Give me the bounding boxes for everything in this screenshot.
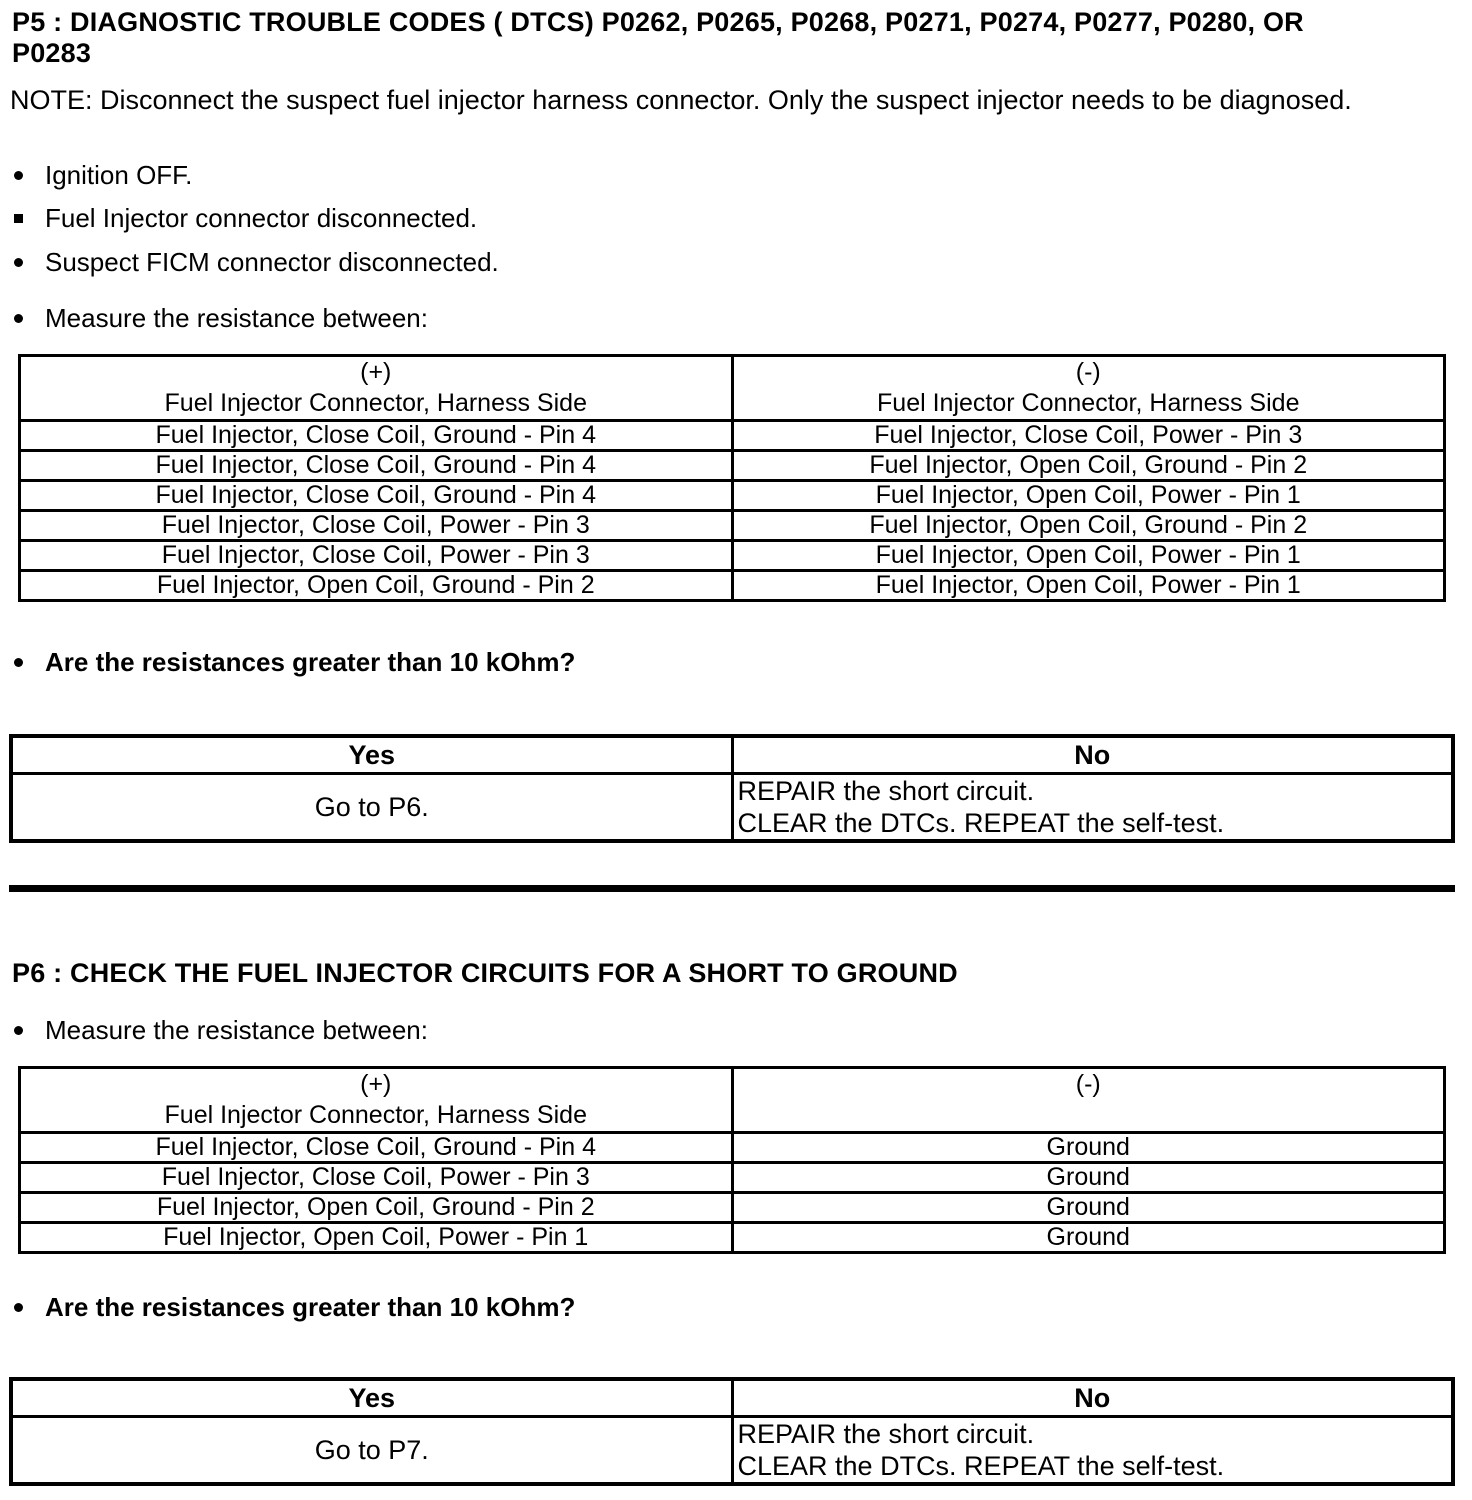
p5-measure-instruction: Measure the resistance between:: [10, 303, 428, 333]
table-row: [20, 541, 1445, 571]
plus-cell: Fuel Injector, Close Coil, Power - Pin 3: [20, 511, 733, 541]
minus-cell: Fuel Injector, Open Coil, Power - Pin 1: [732, 481, 1445, 511]
bullet-icon: [14, 314, 23, 323]
table-row: [20, 571, 1445, 601]
decision-row: [11, 1417, 1453, 1485]
yes-action: Go to P6.: [11, 774, 732, 842]
table-header-row: [20, 356, 1445, 421]
p5-measurement-table: [18, 354, 1446, 602]
p5-condition-ignition: Ignition OFF.: [10, 160, 192, 190]
table-row: [20, 1163, 1445, 1193]
yes-action: Go to P7.: [11, 1417, 732, 1485]
table-row: [20, 1223, 1445, 1253]
plus-cell: Fuel Injector, Close Coil, Ground - Pin 4: [20, 421, 733, 451]
plus-column-header: (+) Fuel Injector Connector, Harness Side: [20, 356, 733, 421]
bullet-icon: [14, 658, 23, 667]
plus-cell: Fuel Injector, Close Coil, Ground - Pin 4: [20, 481, 733, 511]
minus-cell: Fuel Injector, Open Coil, Ground - Pin 2: [732, 511, 1445, 541]
decision-header-row: [11, 736, 1453, 774]
minus-cell: Ground: [732, 1163, 1445, 1193]
p5-decision-table: [9, 734, 1455, 843]
table-row: [20, 1133, 1445, 1163]
p6-measurement-table: [18, 1066, 1446, 1254]
plus-column-header: (+) Fuel Injector Connector, Harness Side: [20, 1068, 733, 1133]
minus-cell: Fuel Injector, Open Coil, Ground - Pin 2: [732, 451, 1445, 481]
table-row: [20, 421, 1445, 451]
no-header: No: [732, 1379, 1453, 1417]
minus-cell: Ground: [732, 1223, 1445, 1253]
bullet-icon: [14, 1303, 23, 1312]
minus-cell: Fuel Injector, Open Coil, Power - Pin 1: [732, 571, 1445, 601]
p5-condition-injector: Fuel Injector connector disconnected.: [10, 203, 477, 233]
p5-title-line1: P5 : DIAGNOSTIC TROUBLE CODES ( DTCS) P0262, P0265, P0268, P0271, P0274, P0277, P0280, OR: [12, 7, 1304, 37]
p5-condition-ficm: Suspect FICM connector disconnected.: [10, 247, 499, 277]
p5-question: Are the resistances greater than 10 kOhm?: [10, 647, 575, 677]
bullet-icon: [14, 171, 23, 180]
yes-header: Yes: [11, 736, 732, 774]
minus-cell: Fuel Injector, Close Coil, Power - Pin 3: [732, 421, 1445, 451]
no-action: REPAIR the short circuit. CLEAR the DTCs. REPEAT the self-test.: [732, 774, 1453, 842]
minus-cell: Ground: [732, 1133, 1445, 1163]
table-row: [20, 511, 1445, 541]
plus-cell: Fuel Injector, Close Coil, Power - Pin 3: [20, 541, 733, 571]
table-row: [20, 451, 1445, 481]
minus-column-header: (-) Fuel Injector Connector, Harness Side: [732, 356, 1445, 421]
bullet-square-icon: [14, 214, 23, 223]
p6-question: Are the resistances greater than 10 kOhm?: [10, 1292, 575, 1322]
table-row: [20, 1193, 1445, 1223]
yes-header: Yes: [11, 1379, 732, 1417]
minus-cell: Ground: [732, 1193, 1445, 1223]
table-row: [20, 481, 1445, 511]
plus-cell: Fuel Injector, Open Coil, Ground - Pin 2: [20, 1193, 733, 1223]
plus-cell: Fuel Injector, Open Coil, Power - Pin 1: [20, 1223, 733, 1253]
decision-header-row: [11, 1379, 1453, 1417]
bullet-icon: [14, 1026, 23, 1035]
section-divider: [9, 885, 1455, 892]
bullet-icon: [14, 258, 23, 267]
no-action: REPAIR the short circuit. CLEAR the DTCs. REPEAT the self-test.: [732, 1417, 1453, 1485]
p5-title: [12, 7, 1304, 69]
p5-note: NOTE: Disconnect the suspect fuel injector harness connector. Only the suspect injector needs to be diagnosed.: [10, 85, 1352, 115]
minus-cell: Fuel Injector, Open Coil, Power - Pin 1: [732, 541, 1445, 571]
table-header-row: [20, 1068, 1445, 1133]
no-header: No: [732, 736, 1453, 774]
p5-title-line2: P0283: [12, 38, 92, 68]
p6-decision-table: [9, 1377, 1455, 1486]
p6-measure-instruction: Measure the resistance between:: [10, 1015, 428, 1045]
plus-cell: Fuel Injector, Close Coil, Ground - Pin 4: [20, 1133, 733, 1163]
plus-cell: Fuel Injector, Close Coil, Power - Pin 3: [20, 1163, 733, 1193]
minus-column-header: (-): [732, 1068, 1445, 1133]
plus-cell: Fuel Injector, Close Coil, Ground - Pin 4: [20, 451, 733, 481]
p6-title: P6 : CHECK THE FUEL INJECTOR CIRCUITS FOR A SHORT TO GROUND: [12, 958, 958, 988]
plus-cell: Fuel Injector, Open Coil, Ground - Pin 2: [20, 571, 733, 601]
decision-row: [11, 774, 1453, 842]
